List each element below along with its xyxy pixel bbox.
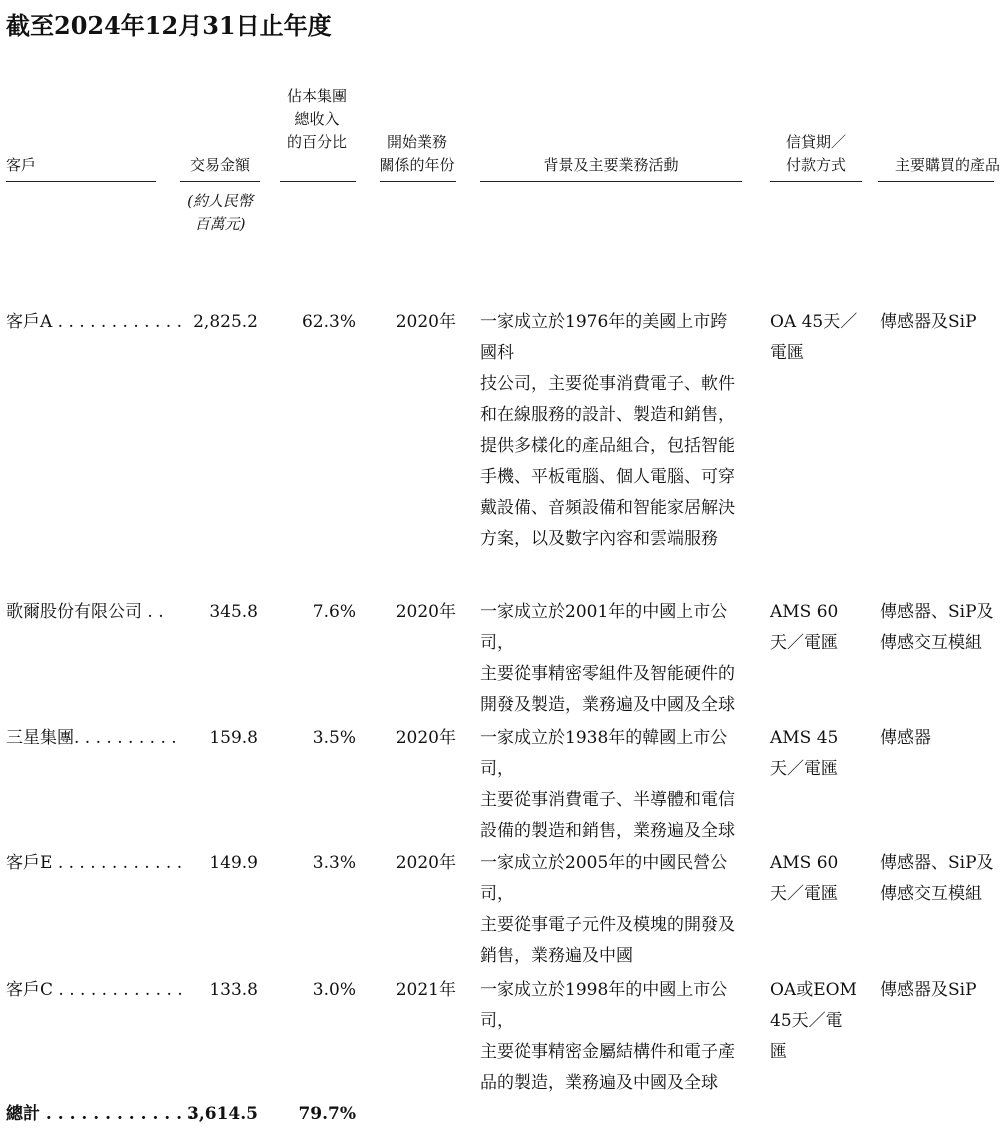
business-background: 一家成立於2001年的中國上市公司， 主要從事精密零組件及智能硬件的 開發及製造，業務遍及中國及全球 bbox=[480, 602, 735, 715]
header-rule-credit bbox=[770, 181, 862, 182]
relationship-year: 2020年 bbox=[395, 853, 456, 873]
credit-terms: OA或EOM 45天／電 匯 bbox=[770, 980, 857, 1062]
header-rule-year bbox=[380, 181, 456, 182]
total-label: 總計 . . . . . . . . . . . . . bbox=[6, 1104, 194, 1124]
relationship-year: 2020年 bbox=[395, 602, 456, 622]
transaction-amount: 2,825.2 bbox=[193, 312, 258, 332]
customer-name: 客戶C . . . . . . . . . . . . bbox=[6, 980, 183, 1000]
relationship-year: 2020年 bbox=[395, 312, 456, 332]
total-amount: 3,614.5 bbox=[187, 1104, 258, 1124]
relationship-year: 2020年 bbox=[395, 728, 456, 748]
credit-terms: AMS 60 天／電匯 bbox=[770, 853, 839, 904]
credit-terms: AMS 60 天／電匯 bbox=[770, 602, 839, 653]
page-title: 截至2024年12月31日止年度 bbox=[6, 11, 332, 40]
header-products: 主要購買的產品 bbox=[894, 156, 1000, 174]
business-background: 一家成立於1998年的中國上市公司， 主要從事精密金屬結構件和電子產 品的製造，業務遍及中國及全球 bbox=[480, 980, 735, 1093]
header-pct: 佔本集團 總收入 的百分比 bbox=[286, 87, 347, 151]
credit-terms: AMS 45 天／電匯 bbox=[770, 728, 839, 779]
header-rule-amount bbox=[180, 181, 260, 182]
revenue-percentage: 3.5% bbox=[312, 728, 356, 748]
header-rule-pct bbox=[280, 181, 356, 182]
business-background: 一家成立於1938年的韓國上市公司， 主要從事消費電子、半導體和電信 設備的製造和銷售，業務遍及全球 bbox=[480, 728, 735, 841]
amount-unit-note: (約人民幣 百萬元) bbox=[187, 192, 253, 233]
transaction-amount: 159.8 bbox=[209, 728, 258, 748]
customer-name: 三星集團. . . . . . . . . . bbox=[6, 728, 177, 748]
revenue-percentage: 7.6% bbox=[312, 602, 356, 622]
revenue-percentage: 3.3% bbox=[312, 853, 356, 873]
customer-name: 歌爾股份有限公司 . . bbox=[6, 602, 164, 622]
header-customer: 客戶 bbox=[6, 156, 37, 174]
main-products: 傳感器及SiP bbox=[880, 980, 977, 1000]
header-year: 開始業務 關係的年份 bbox=[379, 133, 455, 174]
credit-terms: OA 45天／ 電匯 bbox=[770, 312, 858, 363]
main-products: 傳感器 bbox=[880, 728, 931, 748]
header-amount: 交易金額 bbox=[189, 156, 250, 174]
relationship-year: 2021年 bbox=[395, 980, 456, 1000]
total-percentage: 79.7% bbox=[298, 1104, 356, 1124]
header-rule-customer bbox=[6, 181, 156, 182]
main-products: 傳感器、SiP及 傳感交互模組 bbox=[880, 853, 994, 904]
customer-name: 客戶A . . . . . . . . . . . . bbox=[6, 312, 182, 332]
header-background: 背景及主要業務活動 bbox=[543, 156, 679, 174]
main-products: 傳感器及SiP bbox=[880, 312, 977, 332]
business-background: 一家成立於2005年的中國民營公司， 主要從事電子元件及模塊的開發及 銷售，業務遍及中國 bbox=[480, 853, 735, 966]
transaction-amount: 149.9 bbox=[209, 853, 258, 873]
business-background: 一家成立於1976年的美國上市跨國科 技公司，主要從事消費電子、軟件 和在線服務的設計、製造和銷售， 提供多樣化的產品組合，包括智能 手機、平板電腦、個人電腦、可穿 戴設備、音頻設備和智能家居解決 方案，以及數字內容和雲端服務 bbox=[480, 312, 735, 549]
header-rule-products bbox=[878, 181, 994, 182]
header-credit: 信貸期／ 付款方式 bbox=[785, 133, 846, 174]
revenue-percentage: 62.3% bbox=[301, 312, 356, 332]
customer-name: 客戶E . . . . . . . . . . . . bbox=[6, 853, 183, 873]
transaction-amount: 133.8 bbox=[209, 980, 258, 1000]
revenue-percentage: 3.0% bbox=[312, 980, 356, 1000]
header-rule-background bbox=[480, 181, 742, 182]
transaction-amount: 345.8 bbox=[209, 602, 258, 622]
main-products: 傳感器、SiP及 傳感交互模組 bbox=[880, 602, 994, 653]
